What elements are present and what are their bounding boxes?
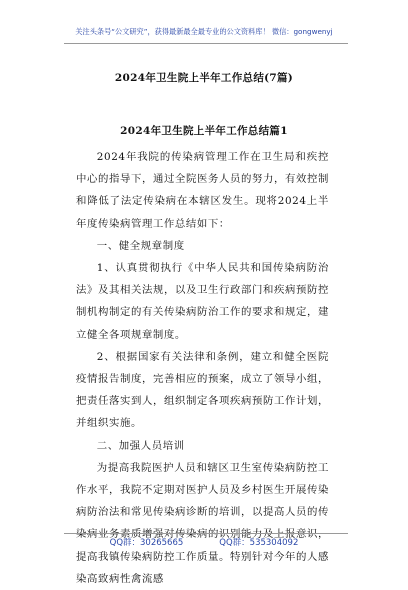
heading-regulations: 一、健全规章制度 bbox=[96, 239, 185, 252]
paragraph-training: 为提高我院医护人员和辖区卫生室传染病防控工作水平，我院不定期对医护人员及乡村医生开展传染病防治法和常见传染病诊断的培训，以提高人员的传染病业务素质增强对传染病的识别能力及上报意识，提高我镇传染病防控工作质量。特别针对今年的人感染高致病性禽流感 bbox=[76, 461, 329, 585]
section-title: 2024年卫生院上半年工作总结篇1 bbox=[120, 125, 288, 137]
header-banner: 关注头条号“公文研究”，获得最新最全最专业的公文资料库！ 微信：gongwenyj bbox=[75, 27, 333, 36]
heading-training: 二、加强人员培训 bbox=[96, 439, 185, 452]
header-divider bbox=[64, 43, 348, 44]
footer-qq-group-2: QQ群：535304092 bbox=[219, 538, 299, 548]
footer bbox=[0, 536, 408, 548]
footer-divider bbox=[64, 533, 348, 534]
document-title: 2024年卫生院上半年工作总结(7篇) bbox=[114, 72, 294, 84]
paragraph-regulations-2: 2、根据国家有关法律和条例，建立和健全医院疫情报告制度，完善相应的预案，成立了领导小组，把责任落实到人，组织制定各项疾病预防工作计划，并组织实施。 bbox=[76, 350, 329, 430]
paragraph-intro: 2024年我院的传染病管理工作在卫生局和疾控中心的指导下，通过全院医务人员的努力，有效控制和降低了法定传染病在本辖区发生。现将2024上半年度传染病管理工作总结如下： bbox=[76, 151, 329, 230]
document-body bbox=[76, 146, 329, 590]
footer-qq-group-1: QQ群：30265665 bbox=[109, 538, 184, 548]
paragraph-regulations-1: 1、认真贯彻执行《中华人民共和国传染病防治法》及其相关法规，以及卫生行政部门和疾病预防控制机构制定的有关传染病防治工作的要求和规定，建立健全各项规章制度。 bbox=[76, 262, 329, 341]
